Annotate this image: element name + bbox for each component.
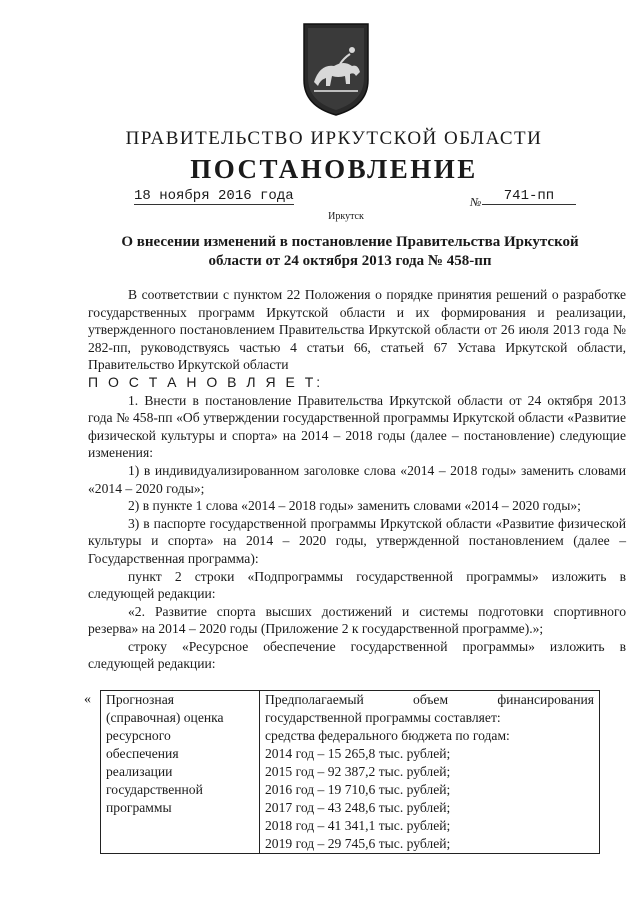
point-2-paragraph: пункт 2 строки «Подпрограммы государственной программы» изложить в следующей редакции: xyxy=(88,568,626,602)
label-line: обеспечения xyxy=(106,746,179,761)
document-type-title: ПОСТАНОВЛЕНИЕ xyxy=(190,154,478,184)
government-name: ПРАВИТЕЛЬСТВО ИРКУТСКОЙ ОБЛАСТИ xyxy=(125,128,543,149)
document-number: 741-пп xyxy=(482,188,576,205)
date-value: 18 ноября 2016 года xyxy=(134,188,294,204)
coat-of-arms-icon xyxy=(300,20,372,118)
resource-paragraph: строку «Ресурсное обеспечение государственной программы» изложить в следующей редакции: xyxy=(88,638,626,672)
subitem-1-paragraph: 1) в индивидуализированном заголовке слова «2014 – 2018 годы» заменить словами «2014 – 2020 годы»; xyxy=(88,462,626,496)
document-body xyxy=(88,286,626,673)
value-line: 2017 год – 43 248,6 тыс. рублей; xyxy=(265,800,451,815)
postanovlyaet-heading: П О С Т А Н О В Л Я Е Т: xyxy=(88,373,324,390)
label-line: (справочная) оценка xyxy=(106,710,224,725)
heading-line-1: О внесении изменений в постановление Правительства Иркутской xyxy=(121,234,579,250)
resource-table xyxy=(100,690,600,854)
table-cell-label xyxy=(101,691,260,854)
table-cell-value xyxy=(260,691,600,854)
value-line: государственной программы составляет: xyxy=(265,710,501,725)
label-line: государственной xyxy=(106,782,203,797)
table-row xyxy=(101,691,600,854)
label-line: реализации xyxy=(106,764,173,779)
value-line: Предполагаемый объем финансирования xyxy=(265,692,594,707)
subitem-3-paragraph: 3) в паспорте государственной программы Иркутской области «Развитие физической культуры и спорта» на 2014 – 2020 годы, утвержденной постановлением (далее – Государственная программа): xyxy=(88,515,626,566)
label-line: ресурсного xyxy=(106,728,171,743)
city-name: Иркутск xyxy=(328,211,364,222)
heading-line-2: области от 24 октября 2013 года № 458-пп xyxy=(208,253,492,269)
opening-quote-mark: « xyxy=(84,692,91,707)
value-line: 2015 год – 92 387,2 тыс. рублей; xyxy=(265,764,451,779)
label-line: программы xyxy=(106,800,172,815)
value-line: средства федерального бюджета по годам: xyxy=(265,728,510,743)
value-line: 2019 год – 29 745,6 тыс. рублей; xyxy=(265,836,451,851)
quote-2-paragraph: «2. Развитие спорта высших достижений и системы подготовки спортивного резерва» на 2014 – 2020 годы (Приложение 2 к государственной программе).»; xyxy=(88,603,626,637)
item-1-paragraph: 1. Внести в постановление Правительства Иркутской области от 24 октября 2013 года № 458-пп «Об утверждении государственной программы Иркутской области «Развитие физической культуры и спорта» на 2014 – 2018 годы (далее – постановление) следующие изменения: xyxy=(88,392,626,461)
value-line: 2014 год – 15 265,8 тыс. рублей; xyxy=(265,746,451,761)
subitem-2-paragraph: 2) в пункте 1 слова «2014 – 2018 годы» заменить словами «2014 – 2020 годы»; xyxy=(128,498,581,514)
document-heading xyxy=(110,233,590,271)
value-line: 2016 год – 19 710,6 тыс. рублей; xyxy=(265,782,451,797)
label-line: Прогнозная xyxy=(106,692,174,707)
document-date xyxy=(134,188,294,204)
preamble-paragraph: В соответствии с пунктом 22 Положения о порядке принятия решений о разработке государственных программ Иркутской области и их формирования и реализации, утвержденного постановлением Правительства Иркутской области от 26 июля 2013 года № 282-пп, руководствуясь частью 4 статьи 66, статьей 67 Устава Иркутской области, Правительство Иркутской области xyxy=(88,287,626,373)
value-line: 2018 год – 41 341,1 тыс. рублей; xyxy=(265,818,451,833)
number-label: № xyxy=(470,195,482,209)
